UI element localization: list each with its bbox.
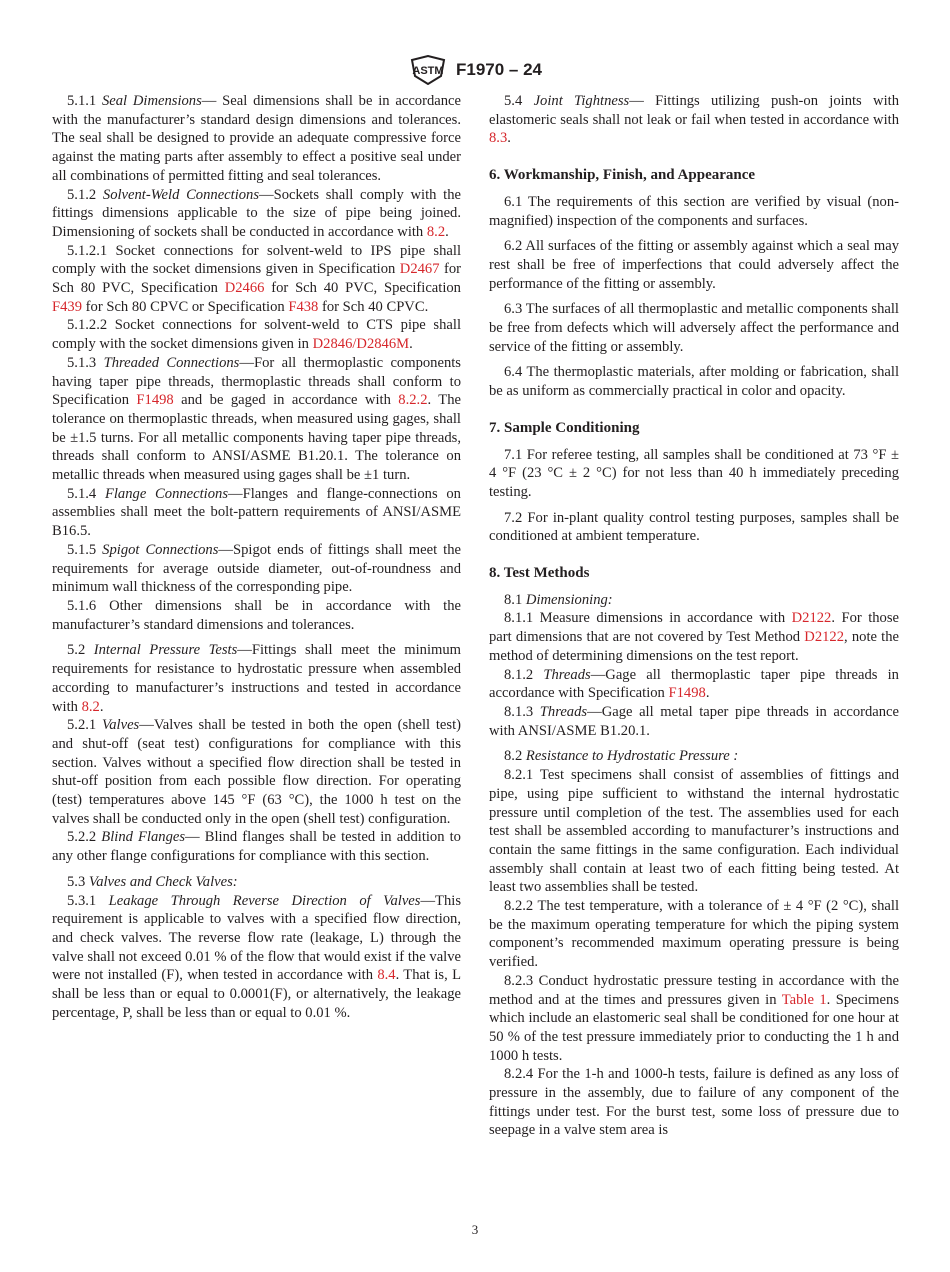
ref-table-1-link[interactable]: Table 1: [781, 991, 827, 1008]
ref-f1498-link[interactable]: F1498: [136, 392, 174, 409]
paragraph-5-1-1: 5.1.1 Seal Dimensions— Seal dimensions shall be in accordance with the manufacturer’s standard design dimensions and tolerances. The seal shall be designed to provide an adequate compressive force against the mating parts after assembly to effect a positive seal under all combinations of permitted fitting and seal tolerances.: [52, 93, 461, 184]
paragraph-7-1: 7.1 For referee testing, all samples shall be conditioned at 73 °F ± 4 °F (23 °C ± 2 °C) for not less than 40 h immediately preceding testing.: [489, 446, 899, 500]
paragraph-5-1-4: 5.1.4 Flange Connections—Flanges and flange-connections on assemblies shall meet the bolt-pattern requirements of ANSI/ASME B16.5.: [52, 485, 461, 540]
paragraph-6-1: 6.1 The requirements of this section are verified by visual (non-magnified) inspection of the components and surfaces.: [489, 193, 899, 229]
paragraph-5-2-1: 5.2.1 Valves—Valves shall be tested in both the open (shell test) and shut-off (seat test) configurations for compliance with this section. Valves without a specified flow direction shall be tested in shut-off position from each possible flow direction. For operating (test) temperatures above 145 °F (63 °C), the 1000 h test on the valves shall be conducted only in the open (shell test) configuration.: [52, 717, 461, 827]
ref-f438-link[interactable]: F438: [288, 298, 319, 315]
paragraph-6-2: 6.2 All surfaces of the fitting or assembly against which a seal may rest shall be free of imperfections that could adversely affect the performance of the fitting or assembly.: [489, 238, 899, 292]
paragraph-5-2-2: 5.2.2 Blind Flanges— Blind flanges shall be tested in addition to any other flange configurations for compliance with this section.: [52, 829, 461, 865]
paragraph-5-1-2: 5.1.2 Solvent-Weld Connections—Sockets shall comply with the fittings dimensions applicable to the size of pipe being joined. Dimensioning of sockets shall be conducted in accordance with 8.2.: [52, 186, 461, 240]
paragraph-8-1-3: 8.1.3 Threads—Gage all metal taper pipe threads in accordance with ANSI/ASME B1.20.1.: [489, 703, 899, 739]
paragraph-5-3: 5.3 Valves and Check Valves:: [67, 873, 238, 890]
left-column: [52, 92, 461, 1022]
ref-8-2-link[interactable]: 8.2: [81, 698, 100, 715]
ref-8-2-2-link[interactable]: 8.2.2: [398, 392, 428, 409]
paragraph-6-3: 6.3 The surfaces of all thermoplastic and metallic components shall be free from defects which will adversely affect the performance and service of the fitting or assembly.: [489, 301, 899, 355]
paragraph-8-2-3: 8.2.3 Conduct hydrostatic pressure testing in accordance with the method and at the times and pressures given in Table 1. Specimens which include an elastomeric seal shall be conditioned for one hour at 50 % of the test pressure immediately prior to conducting the 1 h and 1000 h tests.: [489, 972, 899, 1064]
svg-text:ASTM: ASTM: [412, 65, 444, 77]
section-8-heading: 8. Test Methods: [489, 565, 590, 582]
paragraph-7-2: 7.2 For in-plant quality control testing purposes, samples shall be conditioned at ambient temperature.: [489, 509, 899, 545]
paragraph-5-1-2-2: 5.1.2.2 Socket connections for solvent-weld to CTS pipe shall comply with the socket dimensions given in D2846/D2846M.: [52, 317, 461, 353]
ref-f439-link[interactable]: F439: [52, 298, 83, 315]
paragraph-5-1-3: 5.1.3 Threaded Connections—For all thermoplastic components having taper pipe threads, thermoplastic threads shall conform to Specification F1498 and be gaged in accordance with 8.2.2. The tolerance on thermoplastic threads, when measured using gages, shall be ±1.5 turns. For all metallic components having taper pipe threads, threads shall conform to ANSI/ASME B1.20.1. The tolerance on metallic threads when measured using gages shall be ±1 turn.: [52, 354, 461, 484]
section-7-heading: 7. Sample Conditioning: [489, 419, 640, 436]
paragraph-5-1-2-1: 5.1.2.1 Socket connections for solvent-weld to IPS pipe shall comply with the socket dimensions given in Specification D2467 for Sch 80 PVC, Specification D2466 for Sch 40 PVC, Specification F439 for Sch 80 CPVC or Specification F438 for Sch 40 CPVC.: [52, 242, 461, 315]
ref-8-2-link[interactable]: 8.2: [426, 223, 446, 240]
paragraph-5-3-1: 5.3.1 Leakage Through Reverse Direction of Valves—This requirement is applicable to valves with a specified flow direction, and check valves. The reverse flow rate (leakage, L) through the valve shall not exceed 0.01 % of the flow that would exist if the valve were not installed (F), when tested in accordance with 8.4. That is, L shall be less than or equal to 0.0001(F), or alternatively, the leakage percentage, P, shall be less than or equal to 0.01 %.: [52, 892, 461, 1021]
page-number: 3: [471, 1222, 479, 1237]
paragraph-5-1-5: 5.1.5 Spigot Connections—Spigot ends of fittings shall meet the requirements for average outside diameter, out-of-roundness and minimum wall thickness of the corresponding pipe.: [52, 541, 461, 596]
paragraph-8-1-1: 8.1.1 Measure dimensions in accordance with D2122. For those part dimensions that are not covered by Test Method D2122, note the method of determining dimensions on the test report.: [489, 610, 900, 664]
paragraph-8-2-2: 8.2.2 The test temperature, with a tolerance of ± 4 °F (2 °C), shall be the maximum operating temperature for which the piping system component’s recommended maximum operating pressure is being verified.: [489, 898, 899, 971]
page-header: [0, 55, 950, 85]
paragraph-8-2: 8.2 Resistance to Hydrostatic Pressure :: [504, 748, 739, 765]
ref-d2467-link[interactable]: D2467: [399, 261, 440, 278]
ref-d2466-link[interactable]: D2466: [224, 280, 265, 297]
paragraph-5-1-6: 5.1.6 Other dimensions shall be in accordance with the manufacturer’s standard dimensions and tolerances.: [52, 597, 461, 633]
ref-8-4-link[interactable]: 8.4: [377, 967, 396, 984]
ref-8-3-link[interactable]: 8.3: [489, 130, 508, 147]
paragraph-5-2: 5.2 Internal Pressure Tests—Fittings shall meet the minimum requirements for resistance to hydrostatic pressure when assembled according to manufacturer’s instructions and tested in accordance with 8.2.: [52, 642, 461, 715]
document-id: F1970 – 24: [455, 60, 542, 79]
paragraph-6-4: 6.4 The thermoplastic materials, after molding or fabrication, shall be as uniform as commercially practical in color and opacity.: [489, 364, 899, 400]
ref-f1498-link[interactable]: F1498: [668, 685, 706, 702]
paragraph-5-4: 5.4 Joint Tightness— Fittings utilizing push-on joints with elastomeric seals shall not leak or fail when tested in accordance with 8.3.: [489, 93, 899, 147]
section-6-heading: 6. Workmanship, Finish, and Appearance: [489, 167, 756, 184]
ref-d2122-link[interactable]: D2122: [791, 610, 832, 627]
ref-d2846-link[interactable]: D2846/D2846M: [312, 336, 410, 353]
paragraph-8-2-1: 8.2.1 Test specimens shall consist of assemblies of fittings and pipe, using pipe sufficient to withstand the internal hydrostatic pressure until completion of the test. The assemblies used for each test shall be assembled according to manufacturer’s instructions and contain the same fittings in the same configuration. Each individual assembly shall contain at least two of each fitting being tested. At least two assemblies shall be tested.: [489, 767, 899, 896]
ref-d2122-link[interactable]: D2122: [804, 629, 845, 646]
paragraph-8-1: 8.1 Dimensioning:: [504, 591, 613, 608]
astm-logo-icon: [408, 55, 448, 85]
right-column: [489, 92, 899, 1140]
paragraph-8-2-4: 8.2.4 For the 1-h and 1000-h tests, failure is defined as any loss of pressure in the assembly, due to failure of any component of the fittings under test. For the burst test, some loss of pressure due to seepage in a valve stem area is: [489, 1066, 899, 1139]
paragraph-8-1-2: 8.1.2 Threads—Gage all thermoplastic taper pipe threads in accordance with Specification F1498.: [489, 666, 899, 702]
